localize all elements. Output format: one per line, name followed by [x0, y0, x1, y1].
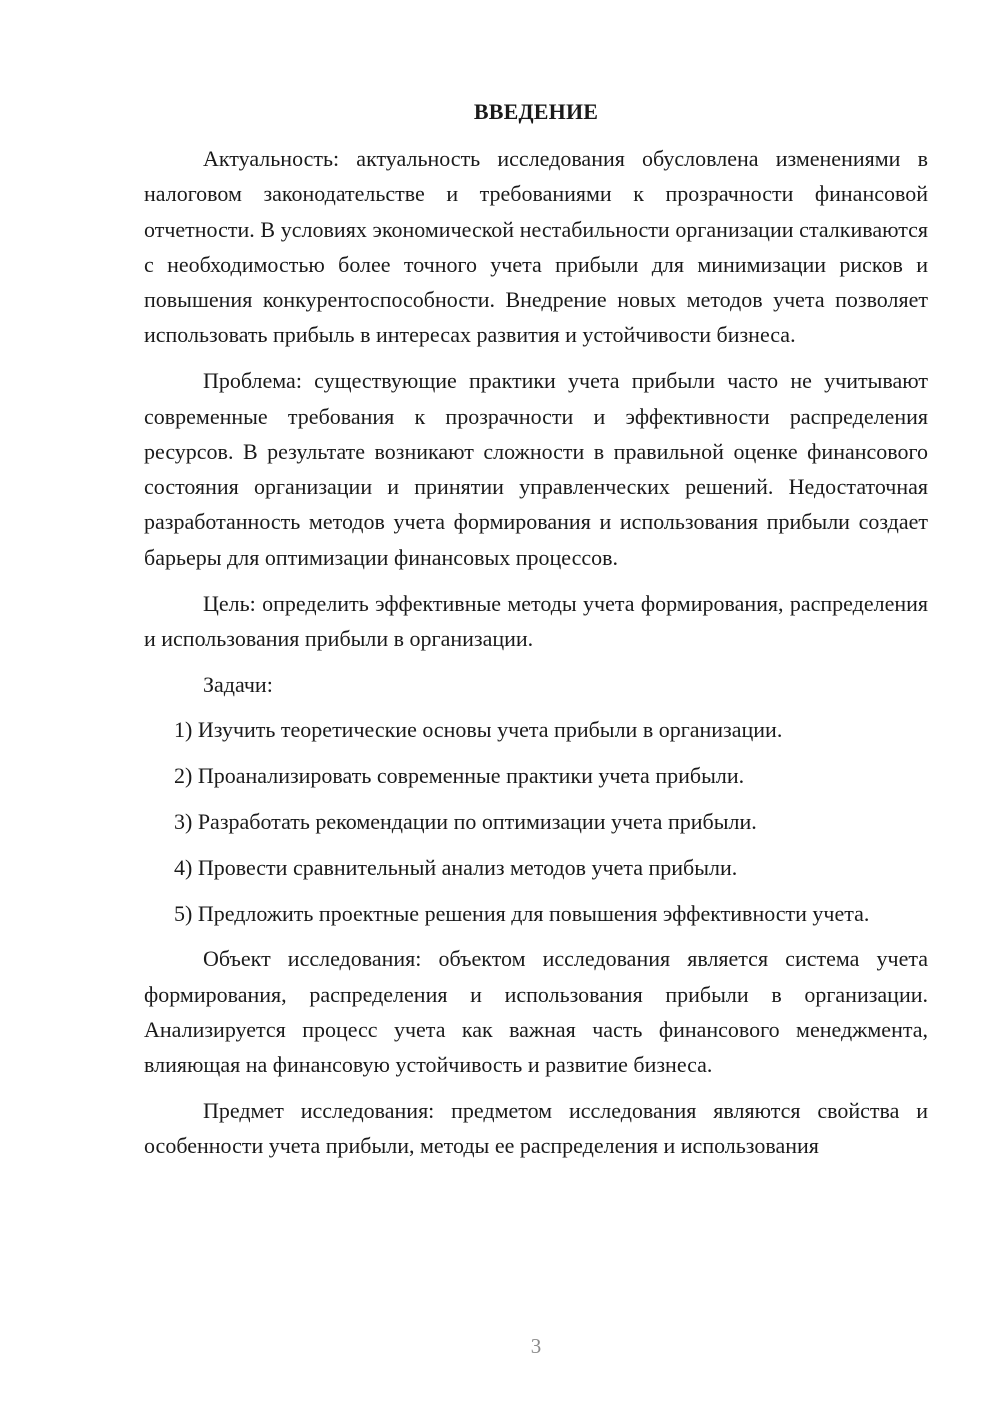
- task-item-5: 5) Предложить проектные решения для повышения эффективности учета.: [174, 900, 870, 926]
- page-body: [144, 94, 928, 1164]
- task-item-1: 1) Изучить теоретические основы учета прибыли в организации.: [174, 717, 783, 743]
- task-item-3: 3) Разработать рекомендации по оптимизации учета прибыли.: [174, 809, 757, 835]
- page-number: 3: [530, 1334, 542, 1358]
- task-item-4: 4) Провести сравнительный анализ методов учета прибыли.: [174, 854, 738, 880]
- paragraph-relevance: Актуальность: актуальность исследования обусловлена изменениями в налоговом законодательстве и требованиями к прозрачности финансовой отчетности. В условиях экономической нестабильности организации сталкиваются с необходимостью более точного учета прибыли для минимизации рисков и повышения конкурентоспособности. Внедрение новых методов учета позволяет использовать прибыль в интересах развития и устойчивости бизнеса.: [144, 146, 928, 348]
- paragraph-goal: Цель: определить эффективные методы учета формирования, распределения и использования прибыли в организации.: [144, 590, 928, 651]
- section-title: ВВЕДЕНИЕ: [473, 99, 599, 124]
- paragraph-subject: Предмет исследования: предметом исследования являются свойства и особенности учета прибыли, методы ее распределения и использования: [144, 1098, 928, 1159]
- paragraph-problem: Проблема: существующие практики учета прибыли часто не учитывают современные требования к прозрачности и эффективности распределения ресурсов. В результате возникают сложности в правильной оценке финансового состояния организации и принятии управленческих решений. Недостаточная разработанность методов учета формирования и использования прибыли создает барьеры для оптимизации финансовых процессов.: [144, 368, 928, 570]
- paragraph-object: Объект исследования: объектом исследования является система учета формирования, распределения и использования прибыли в организации. Анализируется процесс учета как важная часть финансового менеджмента, влияющая на финансовую устойчивость и развитие бизнеса.: [144, 946, 928, 1078]
- paragraph-tasks-heading: Задачи:: [203, 671, 273, 697]
- task-item-2: 2) Проанализировать современные практики учета прибыли.: [174, 763, 745, 789]
